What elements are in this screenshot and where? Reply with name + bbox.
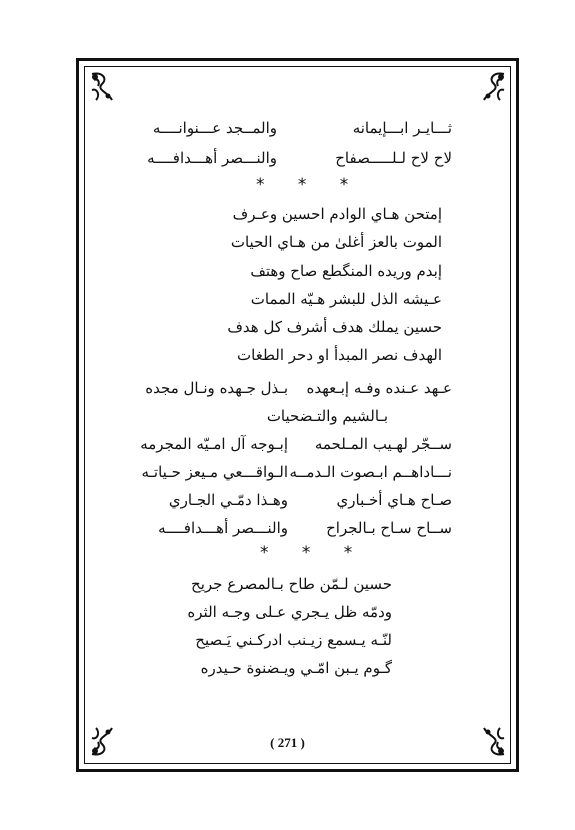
verse-line: والمــجد عـــنوانــــه [152,119,277,137]
verse-line: إبـوجه آل امـيّه المجرمه [140,435,288,453]
verse-line: الهدف نصر المبدأ او دحر الطغات [237,346,442,364]
verse-line: صـاح هـاي أخـباري [336,491,452,509]
verse-line: والنـــصر أهـــدافــــه [147,149,277,167]
page-number: ( 271 ) [270,735,305,750]
verse-line: لنّـه يـسمع زيـنب ادركـني يَـصيح [195,631,392,649]
stars-separator: * * * [256,175,363,195]
verse-line: ثـــايـر ابـــإيمانه [352,119,452,137]
verse-line: نـــاداهــم ابـصوت الـدمــه [289,463,452,481]
verse-line: إمتحن هـاي الوادم احسين وعـرف [232,205,442,223]
verse-line: بـالشيم والتـضحيات [266,407,388,425]
verse-line: لاح لاح لـلـــــصفاح [335,149,452,167]
verse-line: حسين لـمّن طاح بـالمصرع جريح [191,575,392,593]
verse-line: إبدم وريده المنگطع صاح وهتف [250,262,442,280]
verse-line: ودمّه ظل يـجري عـلى وجـه الثره [187,603,392,621]
verse-line: وهـذا دمّـي الجـاري [168,491,288,509]
verse-line: بـذل جـهده ونـال مجده [145,379,288,397]
verse-line: والنـــصر أهـــدافــــه [158,519,288,537]
verse-line: الـواقـــعي مـيعز حـياتـه [141,463,288,481]
verse-line: حسين يملك هدف أشرف كل هدف [227,318,442,336]
corner-ornament-icon [480,70,508,106]
corner-ornament-icon [88,70,116,106]
verse-line: عـيشه الذل للبشر هـيّه الممات [250,290,442,308]
stars-separator: * * * [260,543,367,563]
verse-line: الموت بالعز أغلىٰ من هـاي الحيات [230,233,442,251]
verse-line: گـوم يـبن امّـي ويـضنوة حـيدره [200,659,392,677]
verse-line: عـهد عـنده وفـه إبـعهده [306,379,452,397]
verse-line: ســجّر لهـيب المـلحمه [314,435,452,453]
verse-line: ســاح سـاح بـالجراح [326,519,452,537]
